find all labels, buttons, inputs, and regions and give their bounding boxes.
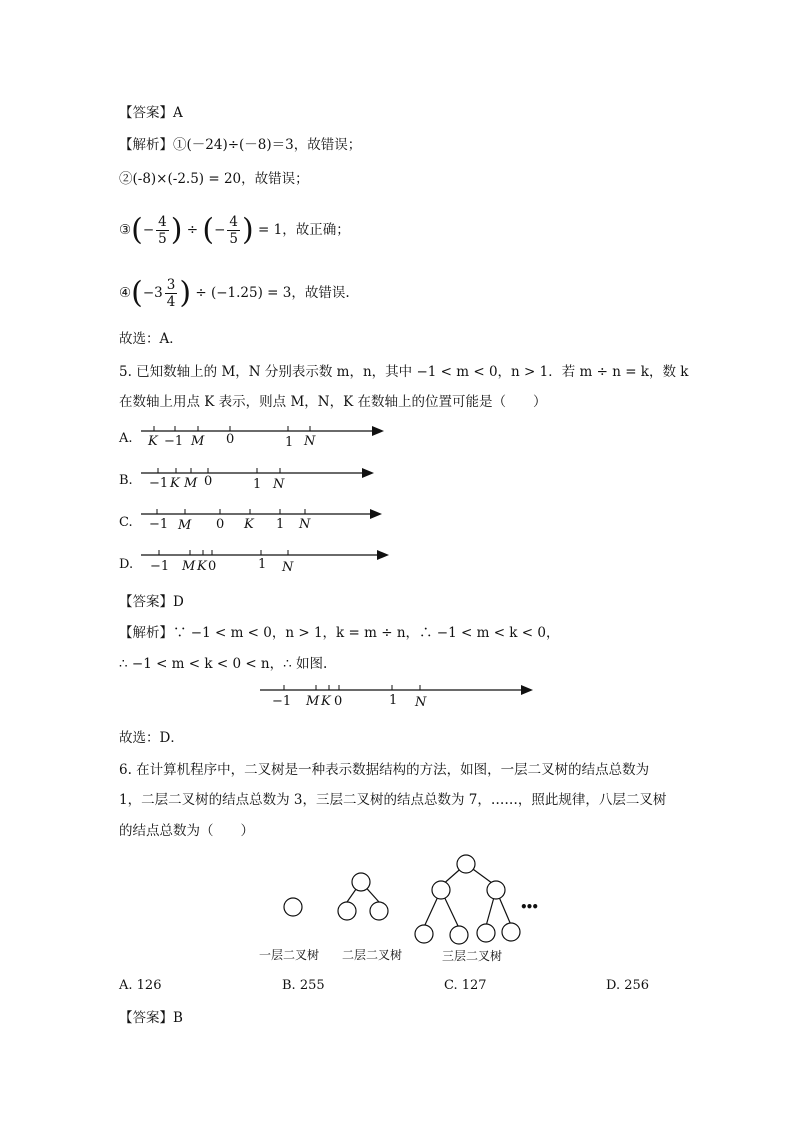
q5-option-a-letter: A. <box>119 431 133 446</box>
fig-label-0: 0 <box>334 694 343 709</box>
q4-step3: ③(− $\frac{4}{5}$ ) ÷ (− $\frac{4}{5}$ ) = 1，故正确； <box>119 212 350 248</box>
label-d-neg1: −1 <box>150 559 170 574</box>
label-d-n: N <box>282 560 294 575</box>
label-b-m: M <box>184 476 198 491</box>
tree2-node <box>338 902 356 920</box>
tree3-node <box>457 855 475 873</box>
q5-option-c-letter: C. <box>119 515 133 530</box>
fig-label-k: K <box>321 694 331 709</box>
q4-step4: ④(−3 $\frac{3}{4}$ ) ÷ (−1.25) = 3，故错误. <box>119 275 350 311</box>
label-d-m: M <box>182 559 196 574</box>
tree-label-3: 三层二叉树 <box>442 949 503 963</box>
q5-stem-1: 5. 已知数轴上的 M，N 分别表示数 m，n，其中 −1 < m < 0，n > 1．若 m ÷ n = k，数 k <box>119 364 689 380</box>
label-b-0: 0 <box>204 474 213 489</box>
label-a-0: 0 <box>226 432 235 447</box>
label-a-n: N <box>304 434 316 449</box>
label-c-m: M <box>178 518 192 533</box>
q5-option-b-letter: B. <box>119 473 133 488</box>
label-a-neg1: −1 <box>164 434 184 449</box>
label-c-k: K <box>244 517 254 532</box>
step3-result: = 1，故正确； <box>258 222 350 238</box>
fig-label-m: M <box>306 694 320 709</box>
q6-option-b: B. 255 <box>282 978 325 993</box>
label-b-n: N <box>273 477 285 492</box>
q5-choose: 故选：D． <box>119 730 184 746</box>
step4-result: ÷ (−1.25) = 3，故错误. <box>195 285 350 301</box>
label-c-n: N <box>299 517 311 532</box>
tree3-node <box>415 925 433 943</box>
q5-analysis-1: 【解析】∵ −1 < m < 0，n > 1，k = m ÷ n，∴ −1 < m < k < 0， <box>119 625 560 641</box>
fig-label-n: N <box>415 695 427 710</box>
fig-label-neg1: −1 <box>272 694 292 709</box>
q4-analysis: 【解析】①(－24)÷(－8)＝3，故错误； <box>119 137 362 153</box>
step3-marker: ③ <box>119 222 132 238</box>
q6-option-a: A. 126 <box>119 978 162 993</box>
q5-answer: 【答案】D <box>119 594 184 610</box>
label-b-1: 1 <box>253 477 262 492</box>
fraction-3-4: $\frac{3}{4}$ <box>166 277 176 310</box>
tree3-node <box>450 926 468 944</box>
q6-answer: 【答案】B <box>119 1010 183 1026</box>
mixed-whole: −3 <box>142 285 163 301</box>
tree-label-2: 二层二叉树 <box>342 948 403 962</box>
q6-stem-3: 的结点总数为（ ） <box>119 823 254 839</box>
tree3-node <box>477 924 495 942</box>
tree3-node <box>502 923 520 941</box>
tree-label-1: 一层二叉树 <box>259 948 320 962</box>
label-d-1: 1 <box>258 557 267 572</box>
fraction-neg-4-5-a: $\frac{4}{5}$ <box>158 214 167 247</box>
label-a-1: 1 <box>285 435 294 450</box>
label-a-k: K <box>148 434 158 449</box>
divide-sign: ÷ <box>186 222 199 238</box>
q5-stem-2: 在数轴上用点 K 表示，则点 M，N，K 在数轴上的位置可能是（ ） <box>119 394 547 410</box>
label-a-m: M <box>191 434 205 449</box>
tree2-node <box>352 873 370 891</box>
label-d-k: K <box>197 559 207 574</box>
label-c-1: 1 <box>276 517 285 532</box>
q6-stem-2: 1，二层二叉树的结点总数为 3，三层二叉树的结点总数为 7，……，照此规律，八层二叉树 <box>119 792 667 808</box>
tree3-node <box>487 881 505 899</box>
fraction-neg-4-5-b: $\frac{4}{5}$ <box>229 214 238 247</box>
q6-option-c: C. 127 <box>444 978 487 993</box>
q6-option-d: D. 256 <box>606 978 650 993</box>
label-b-k: K <box>170 476 180 491</box>
q4-answer: 【答案】A <box>119 105 183 121</box>
label-c-neg1: −1 <box>149 517 169 532</box>
q4-choose: 故选：A． <box>119 331 183 347</box>
step4-marker: ④ <box>119 285 132 301</box>
tree1-node <box>284 898 302 916</box>
q6-stem-1: 6. 在计算机程序中，二叉树是一种表示数据结构的方法，如图，一层二叉树的结点总数为 <box>119 762 650 778</box>
tree3-node <box>432 881 450 899</box>
q5-option-d-letter: D. <box>119 557 134 572</box>
label-c-0: 0 <box>216 517 225 532</box>
label-b-neg1: −1 <box>149 476 169 491</box>
binary-tree-figure <box>284 855 520 944</box>
tree2-node <box>370 902 388 920</box>
fig-label-1: 1 <box>389 693 398 708</box>
q5-analysis-2: ∴ −1 < m < k < 0 < n，∴ 如图. <box>119 656 328 672</box>
label-d-0: 0 <box>208 559 217 574</box>
ellipsis-icon: ••• <box>520 900 538 914</box>
q4-step2: ②(-8)×(-2.5) = 20，故错误； <box>119 171 309 187</box>
